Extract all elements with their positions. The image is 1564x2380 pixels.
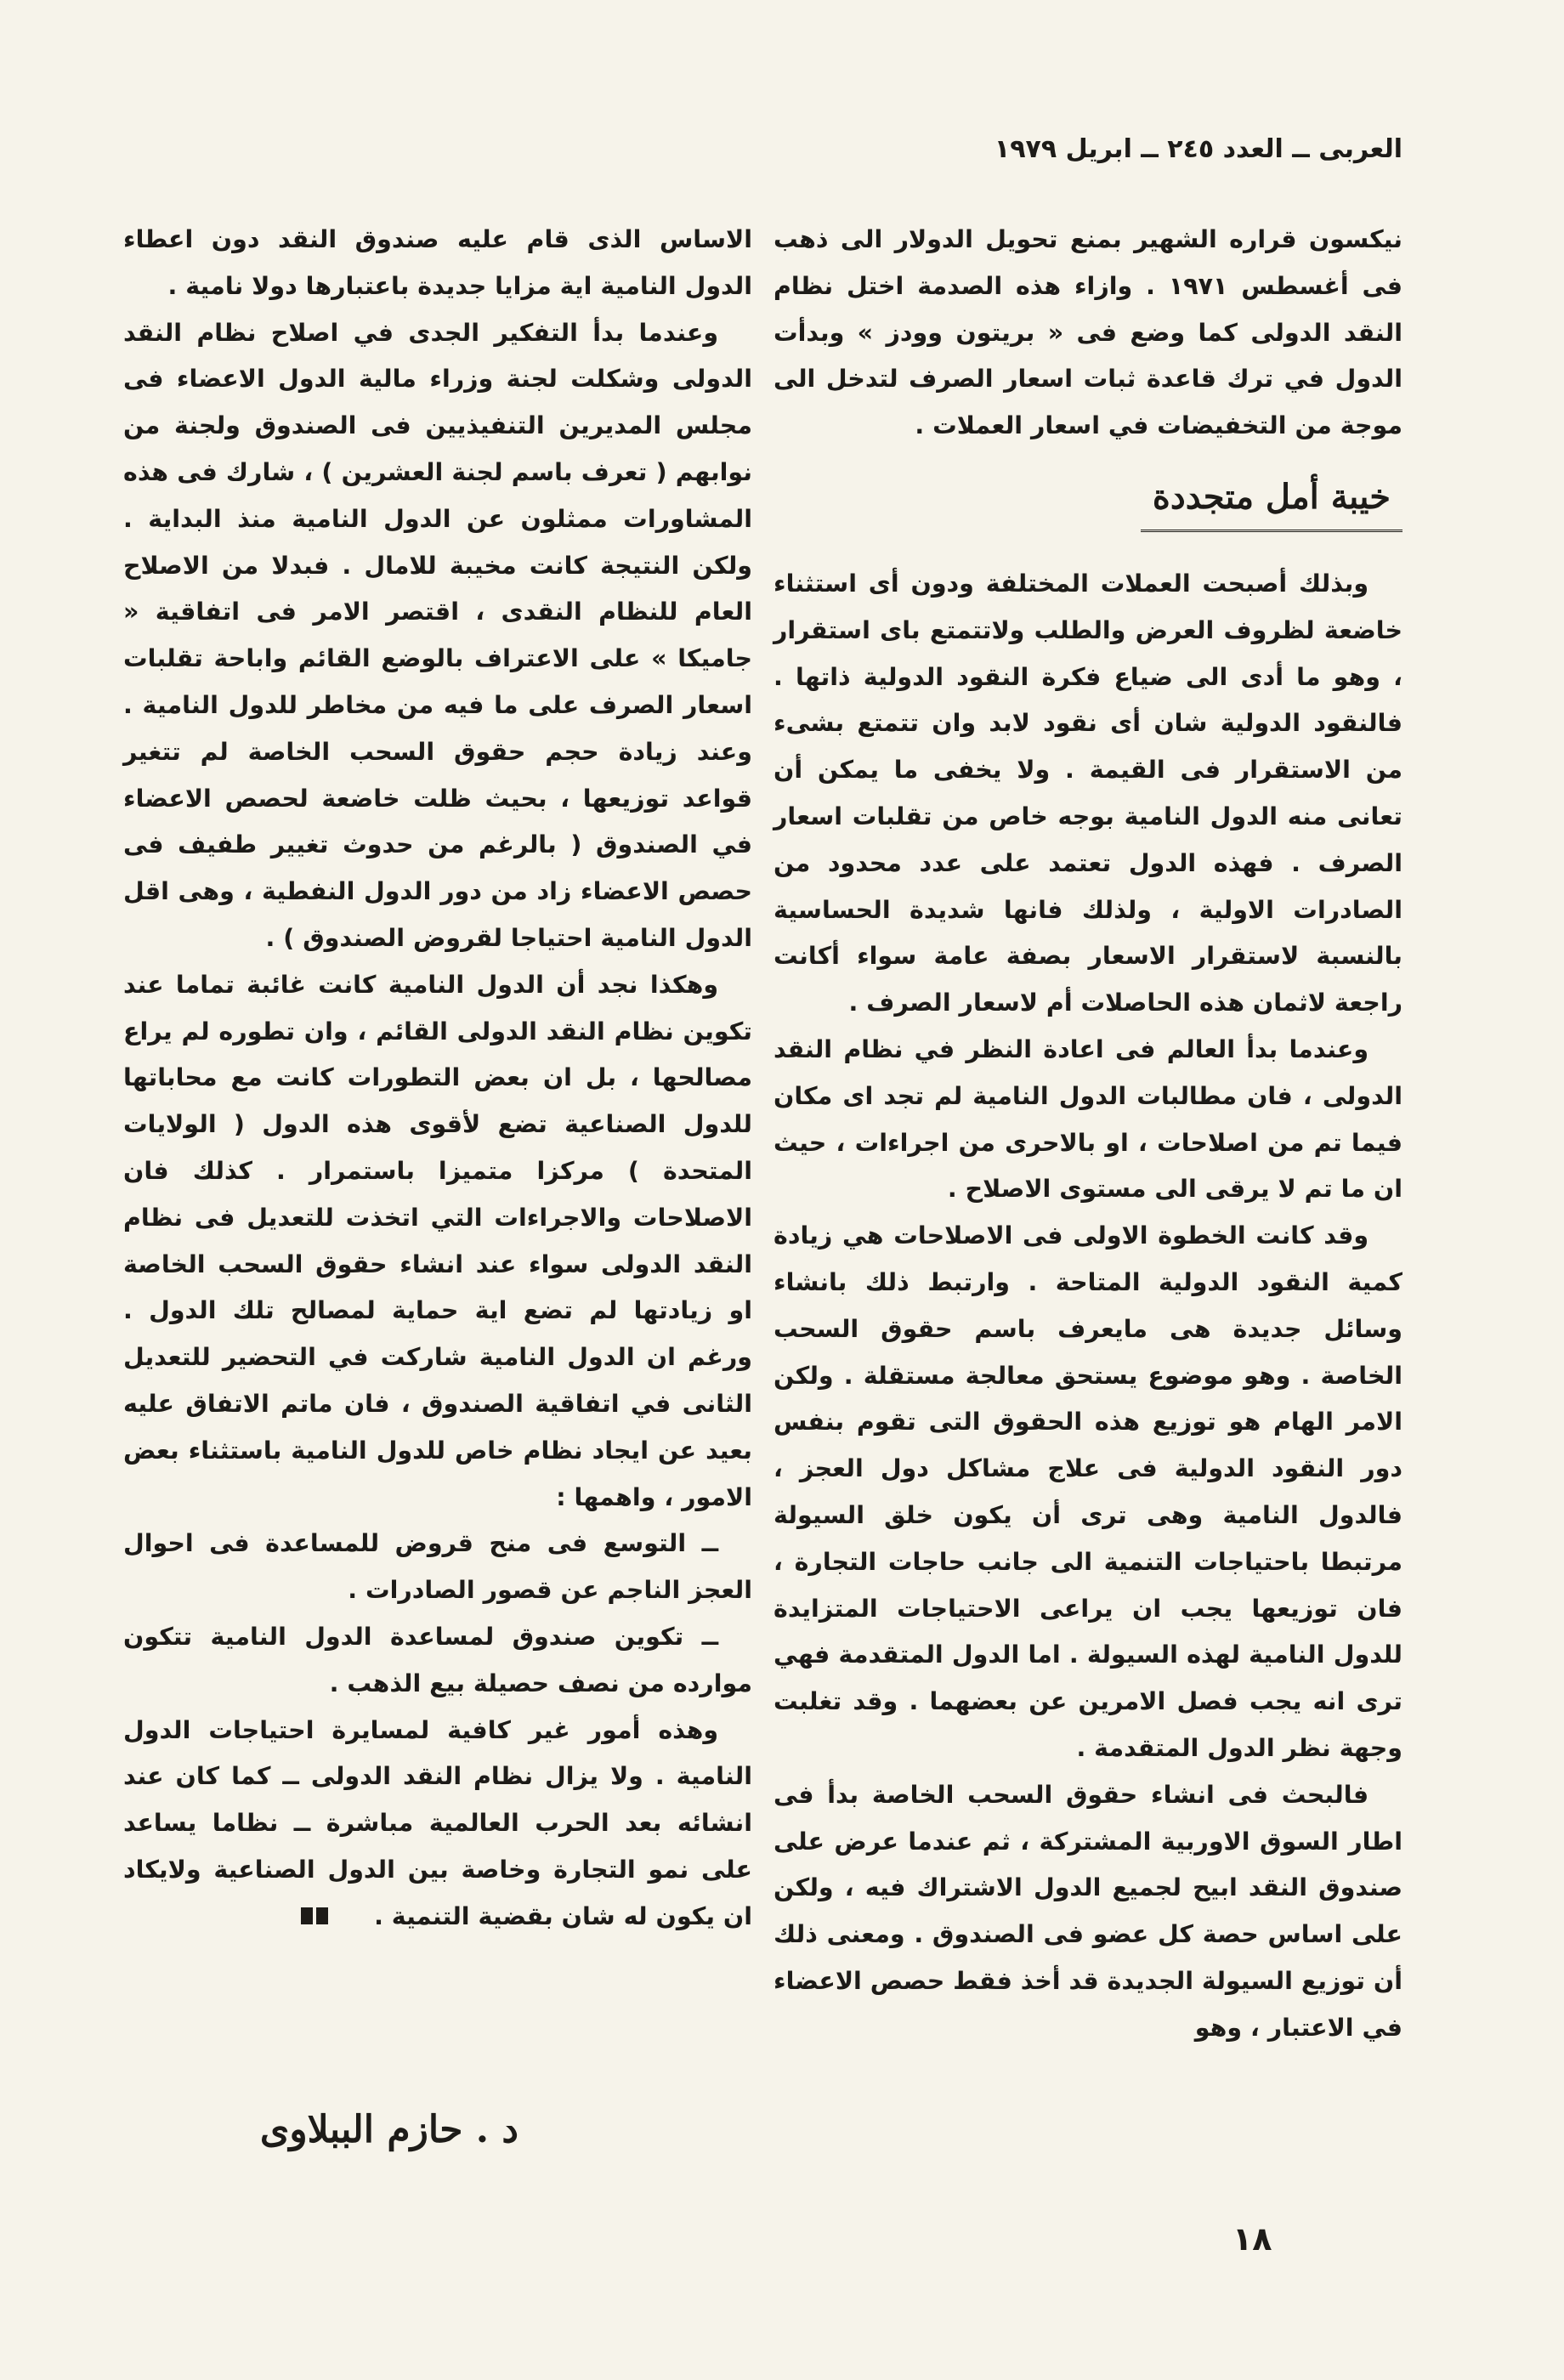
paragraph: وعندما بدأ التفكير الجدى في اصلاح نظام النقد الدولى وشكلت لجنة وزراء مالية الدول الاعضاء فى مجلس المديرين التنفيذيين فى الصندوق ولجنة من نوابهم ( تعرف باسم لجنة العشرين ) ، شارك فى هذه المشاورات ممثلون عن الدول النامية منذ البداية . ولكن النتيجة كانت مخيبة للامال . فبدلا من الاصلاح العام للنظام النقدى ، اقتصر الامر فى اتفاقية « جاميكا » على الاعتراف بالوضع القائم واباحة تقلبات اسعار الصرف على ما فيه من مخاطر للدول النامية . وعند زيادة حجم حقوق السحب الخاصة لم تتغير قواعد توزيعها ، بحيث ظلت خاضعة لحصص الاعضاء في الصندوق ( بالرغم من حدوث تغيير طفيف فى حصص الاعضاء زاد من دور الدول النفطية ، وهى اقل الدول النامية احتياجا لقروض الصندوق ) .	[123, 318, 752, 952]
paragraph	[123, 1708, 752, 1941]
bullet-item: ــ التوسع فى منح قروض للمساعدة فى احوال العجز الناجم عن قصور الصادرات .	[123, 1529, 752, 1605]
end-mark-icon	[298, 1894, 362, 1941]
paragraph: وعندما بدأ العالم فى اعادة النظر في نظام النقد الدولى ، فان مطالبات الدول النامية لم تجد اى مكان فيما تم من اصلاحات ، او بالاحرى من اجراءات ، حيث ان ما تم لا يرقى الى مستوى الاصلاح .	[774, 1034, 1402, 1204]
paragraph: وقد كانت الخطوة الاولى فى الاصلاحات هي زيادة كمية النقود الدولية المتاحة . وارتبط ذلك بانشاء وسائل جديدة هى مايعرف باسم حقوق السحب الخاصة . وهو موضوع يستحق معالجة مستقلة . ولكن الامر الهام هو توزيع هذه الحقوق التى تقوم بنفس دور النقود الدولية فى علاج مشاكل دول العجز ، فالدول النامية وهى ترى أن يكون خلق السيولة مرتبطا باحتياجات التنمية الى جانب حاجات التجارة ، فان توزيعها يجب ان يراعى الاحتياجات المتزايدة للدول النامية لهذه السيولة . اما الدول المتقدمة فهي ترى انه يجب فصل الامرين عن بعضهما . وقد تغلبت وجهة نظر الدول المتقدمة .	[774, 1221, 1402, 1762]
page-number: ١٨	[1232, 2220, 1272, 2258]
paragraph: الاساس الذى قام عليه صندوق النقد دون اعطاء الدول النامية اية مزايا جديدة باعتبارها دولا نامية .	[123, 225, 752, 300]
right-column	[774, 217, 1402, 2051]
running-head: العربى ــ العدد ٢٤٥ ــ ابريل ١٩٧٩	[994, 134, 1402, 164]
paragraph: وهكذا نجد أن الدول النامية كانت غائبة تماما عند تكوين نظام النقد الدولى القائم ، وان تطوره لم يراع مصالحها ، بل ان بعض التطورات كانت مع محاباتها للدول الصناعية تضع لأقوى هذه الدول ( الولايات المتحدة ) مركزا متميزا باستمرار . كذلك فان الاصلاحات والاجراءات التي اتخذت للتعديل فى نظام النقد الدولى سواء عند انشاء حقوق السحب الخاصة او زيادتها لم تضع اية حماية لمصالح تلك الدول . ورغم ان الدول النامية شاركت في التحضير للتعديل الثانى في اتفاقية الصندوق ، فان ماتم الاتفاق عليه بعيد عن ايجاد نظام خاص للدول النامية باستثناء بعض الامور ، واهمها :	[123, 970, 752, 1511]
section-subheading	[774, 472, 1402, 532]
author-byline: د . حازم الببلاوى	[259, 2108, 518, 2151]
paragraph-text: وهذه أمور غير كافية لمسايرة احتياجات الدول النامية . ولا يزال نظام النقد الدولى ــ كما كان عند انشائه بعد الحرب العالمية مباشرة ــ نظاما يساعد على نمو التجارة وخاصة بين الدول الصناعية ولايكاد ان يكون له شان بقضية التنمية .	[123, 1715, 752, 1930]
paragraph: نيكسون قراره الشهير بمنع تحويل الدولار الى ذهب فى أغسطس ١٩٧١ . وازاء هذه الصدمة اختل نظام النقد الدولى كما وضع فى « بريتون وودز » وبدأت الدول في ترك قاعدة ثبات اسعار الصرف لتدخل الى موجة من التخفيضات في اسعار العملات .	[774, 225, 1402, 440]
paragraph: وبذلك أصبحت العملات المختلفة ودون أى استثناء خاضعة لظروف العرض والطلب ولاتتمتع باى استقرار ، وهو ما أدى الى ضياع فكرة النقود الدولية ذاتها . فالنقود الدولية شان أى نقود لابد وان تتمتع بشىء من الاستقرار فى القيمة . ولا يخفى ما يمكن أن تعانى منه الدول النامية بوجه خاص من تقلبات اسعار الصرف . فهذه الدول تعتمد على عدد محدود من الصادرات الاولية ، ولذلك فانها شديدة الحساسية بالنسبة لاستقرار الاسعار بصفة عامة سواء أكانت راجعة لاثمان هذه الحاصلات أم لاسعار الصرف .	[774, 569, 1402, 1017]
left-column	[123, 217, 752, 1941]
bullet-item: ــ تكوين صندوق لمساعدة الدول النامية تتكون موارده من نصف حصيلة بيع الذهب .	[123, 1622, 752, 1697]
subheading-text: خيبة أمل متجددة	[1141, 472, 1402, 532]
paragraph: فالبحث فى انشاء حقوق السحب الخاصة بدأ فى اطار السوق الاوربية المشتركة ، ثم عندما عرض على صندوق النقد ابيح لجميع الدول الاشتراك فيه ، ولكن على اساس حصة كل عضو فى الصندوق . ومعنى ذلك أن توزيع السيولة الجديدة قد أخذ فقط حصص الاعضاء في الاعتبار ، وهو	[774, 1780, 1402, 2042]
